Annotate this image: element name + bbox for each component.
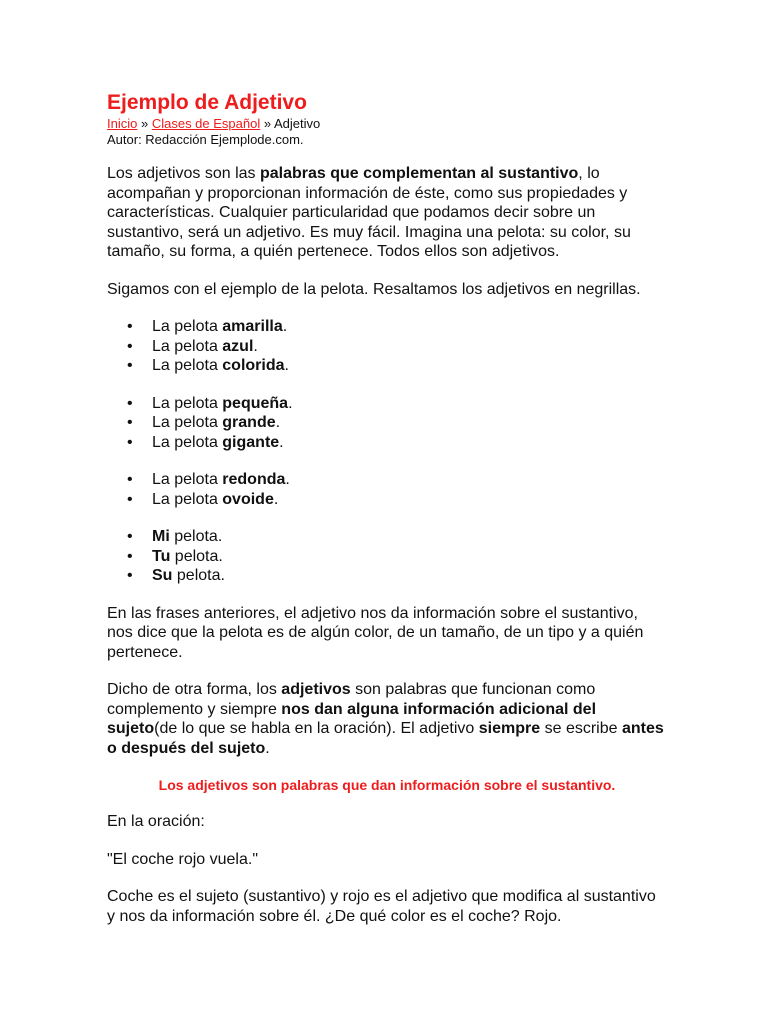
text-span: La pelota: [152, 394, 223, 412]
intro-paragraph: [107, 164, 667, 262]
text-span: La pelota: [152, 433, 223, 451]
list-item: [127, 356, 667, 376]
adjective-bold: gigante: [222, 433, 280, 451]
text-span: .: [282, 318, 288, 335]
analysis-paragraph: Coche es el sujeto (sustantivo) y rojo es el adjetivo que modifica al sustantivo y nos da información sobre él. ¿De qué color es el coche? Rojo.: [107, 888, 656, 925]
explanation-paragraph: En las frases anteriores, el adjetivo nos da información sobre el sustantivo, nos dice que la pelota es de algún color, de un tamaño, de un tipo y a quién pertenece.: [107, 604, 644, 661]
list-item: [127, 413, 667, 433]
text-span: pelota.: [172, 567, 225, 584]
breadcrumb-separator: »: [260, 116, 274, 131]
bullet-icon: •: [127, 337, 133, 355]
sentence-intro: En la oración:: [107, 813, 205, 830]
list-color: [107, 317, 667, 376]
text-span: La pelota: [152, 471, 223, 488]
text-span: .: [273, 490, 279, 508]
page-title: Ejemplo de Adjetivo: [107, 91, 307, 114]
text-span: .: [275, 414, 281, 431]
bullet-icon: •: [127, 394, 133, 412]
list-item: [127, 547, 667, 567]
text-span: pelota.: [169, 528, 223, 545]
text-span: .: [288, 394, 293, 412]
bold-text: adjetivos: [281, 681, 351, 698]
text-span: La pelota: [152, 414, 223, 431]
adjective-bold: redonda: [222, 471, 286, 488]
bold-text: antes o después del sujeto: [107, 720, 664, 757]
bold-text: nos dan alguna información adicional del sujeto: [107, 700, 597, 737]
list-size: [107, 394, 667, 453]
breadcrumb-link-inicio[interactable]: Inicio: [107, 116, 138, 131]
list-item: [127, 490, 667, 510]
example-intro-paragraph: Sigamos con el ejemplo de la pelota. Resaltamos los adjetivos en negrillas.: [107, 280, 641, 298]
adjective-bold: amarilla: [222, 318, 283, 335]
list-item: [127, 527, 667, 547]
list-item: [127, 566, 667, 586]
bullet-icon: •: [127, 318, 133, 335]
bullet-icon: •: [127, 528, 133, 545]
text-span: La pelota: [152, 357, 223, 374]
adjective-bold: pequeña: [222, 394, 289, 412]
list-shape: [107, 470, 667, 509]
article: [107, 90, 667, 944]
adjective-bold: Tu: [152, 547, 171, 565]
bullet-icon: •: [127, 490, 133, 508]
text-span: La pelota: [152, 318, 223, 335]
text-span: Dicho de otra forma, los: [107, 681, 282, 698]
bullet-icon: •: [127, 357, 133, 374]
bullet-icon: •: [127, 433, 133, 451]
bold-text: siempre: [478, 720, 541, 737]
bullet-icon: •: [127, 414, 133, 431]
text-span: son palabras que funcionan como complemento y siempre: [107, 681, 596, 718]
author-line: Autor: Redacción Ejemplode.com.: [107, 132, 304, 147]
adjective-bold: colorida: [222, 357, 285, 374]
text-span: .: [265, 739, 270, 757]
bold-text: palabras que complementan al sustantivo: [259, 165, 579, 182]
text-span: .: [285, 471, 290, 488]
list-owner: [107, 527, 667, 586]
highlight-callout: Los adjetivos son palabras que dan información sobre el sustantivo.: [158, 777, 616, 793]
list-item: [127, 470, 667, 490]
breadcrumb-separator: »: [137, 116, 152, 131]
adjective-bold: azul: [222, 337, 254, 355]
list-item: [127, 394, 667, 414]
text-span: .: [253, 337, 258, 355]
text-span: (de lo que se habla en la oración). El adjetivo: [154, 720, 479, 737]
text-span: Los adjetivos son las: [107, 165, 260, 182]
list-item: [127, 317, 667, 337]
list-item: [127, 433, 667, 453]
bullet-icon: •: [127, 567, 133, 584]
list-item: [127, 337, 667, 357]
definition-paragraph: [107, 680, 667, 758]
bullet-icon: •: [127, 471, 133, 488]
text-span: , lo acompañan y proporcionan información de éste, como sus propiedades y características. Cualquier particularidad que podamos decir sobre un sustantivo, será un adjetivo. Es muy fácil. Imagina una pelota: su color, su tamaño, su forma, a quién pertenece. Todos ellos son adjetivos.: [107, 165, 631, 260]
breadcrumb-current: Adjetivo: [273, 116, 321, 131]
bullet-icon: •: [127, 547, 133, 565]
text-span: pelota.: [170, 547, 223, 565]
text-span: .: [284, 357, 289, 374]
adjective-bold: Su: [152, 567, 173, 584]
breadcrumb-link-clases[interactable]: Clases de Español: [151, 116, 261, 131]
example-sentence: "El coche rojo vuela.": [107, 850, 258, 868]
breadcrumb: [107, 116, 667, 132]
text-span: La pelota: [152, 337, 223, 355]
adjective-bold: Mi: [152, 528, 170, 545]
text-span: La pelota: [152, 490, 223, 508]
text-span: .: [279, 433, 284, 451]
adjective-bold: ovoide: [222, 490, 274, 508]
text-span: se escribe: [540, 720, 622, 737]
adjective-bold: grande: [222, 414, 276, 431]
